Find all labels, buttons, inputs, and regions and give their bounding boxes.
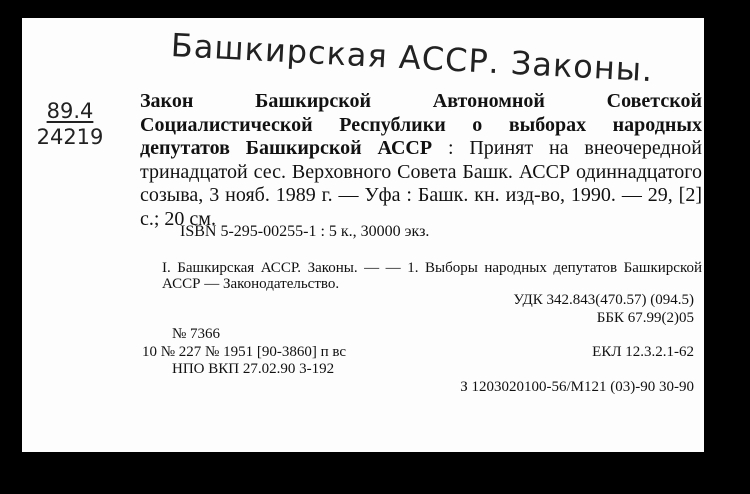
shelf-mark-class: 89.4	[46, 99, 94, 123]
udk-code: УДК 342.843(470.57) (094.5)	[513, 292, 694, 308]
classification-code: З 1203020100-56/М121 (03)-90 30-90	[460, 379, 694, 395]
scan-border-top	[0, 0, 750, 18]
publication-details: : Принят на внеочередной тринадцатой сес. Верховного Совета Башк. АССР одиннадцатого созыва, 3 нояб. 1989 г. — Уфа : Башк. кн. изд-во, 1990. — 29, [2] с.; 20 см.	[140, 137, 703, 230]
isbn-line: ISBN 5-295-00255-1 : 5 к., 30000 экз.	[180, 223, 430, 240]
scan-border-bottom	[0, 452, 750, 494]
print-order-line: 10 № 227 № 1951 [90-3860] п вс	[142, 344, 347, 360]
tracing-text: I. Башкирская АССР. Законы. — — 1. Выборы народных депутатов Башкирской АССР — Законодательство.	[162, 260, 702, 292]
shelf-mark	[30, 98, 110, 150]
bbk-code: ББК 67.99(2)05	[596, 310, 694, 326]
catalog-card	[22, 18, 704, 452]
bibliographic-description	[140, 90, 702, 231]
shelf-mark-number: 24219	[36, 125, 104, 149]
npo-line: НПО ВКП 27.02.90 3-192	[172, 361, 335, 377]
title-statement: Закон Башкирской Автономной Советской Социалистической Республики о выборах народных депутатов Башкирской АССР	[140, 90, 702, 159]
ekl-code: ЕКЛ 12.3.2.1-62	[592, 344, 694, 360]
scan-border-right	[704, 0, 750, 494]
card-number: № 7366	[172, 326, 221, 342]
subject-tracing	[140, 260, 702, 292]
handwritten-heading: Башкирская АССР. Законы.	[170, 26, 655, 90]
scan-border-left	[0, 0, 22, 494]
